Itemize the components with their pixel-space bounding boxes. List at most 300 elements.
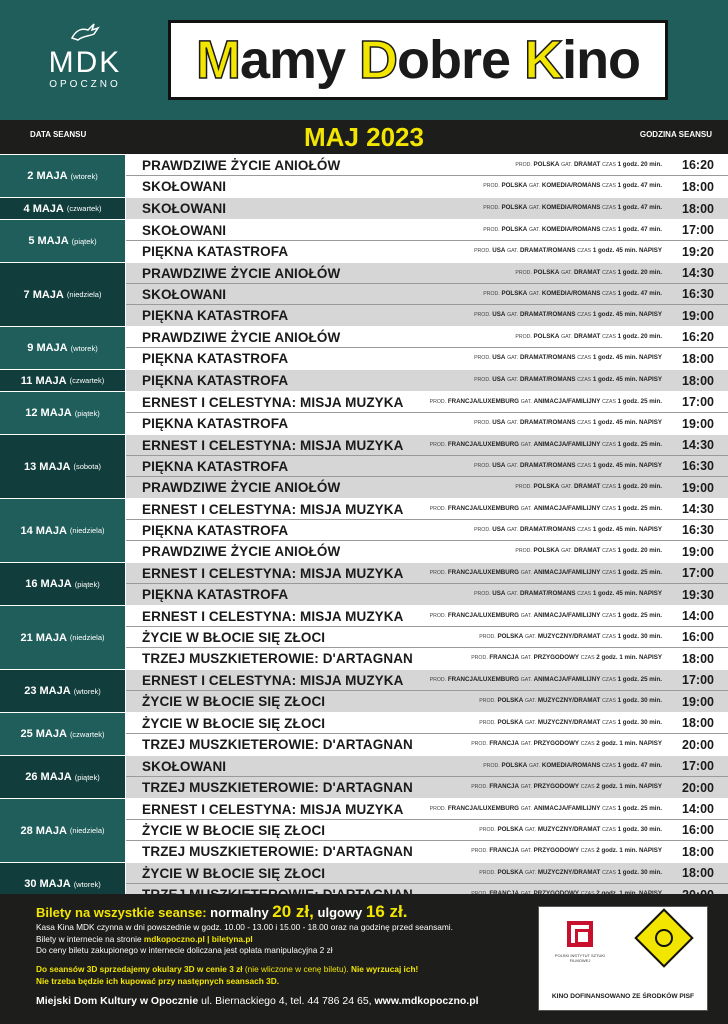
day-date: 12 MAJA — [25, 407, 72, 419]
time-column-label: GODZINA SEANSU — [639, 130, 712, 139]
info-key: CZAS — [577, 355, 592, 362]
movie-info — [403, 398, 678, 407]
screening-row — [126, 435, 728, 456]
movie-info — [340, 333, 678, 342]
day-date: 25 MAJA — [20, 728, 67, 740]
movie-title: ŻYCIE W BŁOCIE SIĘ ZŁOCI — [142, 629, 326, 645]
screening-time: 18:00 — [682, 651, 714, 666]
screening-time: 17:00 — [682, 223, 714, 237]
info-key: CZAS — [602, 548, 616, 555]
info-key: GAT. — [520, 805, 532, 812]
screening-time: 14:30 — [682, 266, 714, 280]
info-value: FRANCJA/LUXEMBURG — [447, 675, 519, 683]
info-key: CZAS — [602, 290, 616, 297]
day-date: 16 MAJA — [25, 578, 72, 590]
screening-time: 16:30 — [682, 459, 714, 473]
info-key: PROD. — [474, 312, 491, 319]
info-key: GAT. — [524, 869, 537, 876]
info-value: 1 godz. 25 min. — [617, 804, 662, 812]
info-key: CZAS — [577, 377, 592, 384]
day-cell — [0, 220, 126, 262]
day-group — [0, 262, 728, 326]
info-key: CZAS — [602, 398, 616, 405]
day-date: 28 MAJA — [20, 824, 67, 837]
info-value: POLSKA — [501, 289, 528, 297]
info-value: POLSKA — [497, 868, 524, 876]
info-key: CZAS — [580, 784, 595, 791]
info-key: GAT. — [529, 226, 541, 233]
screening-time: 16:30 — [682, 523, 714, 537]
title-letter: K — [524, 30, 563, 90]
day-cell — [0, 198, 126, 219]
screening-row — [126, 648, 728, 669]
info-value: DRAMAT — [573, 160, 601, 168]
screening-time: 18:00 — [682, 179, 714, 194]
screening-row — [126, 499, 728, 520]
day-group — [0, 498, 728, 562]
info-key: GAT. — [524, 719, 537, 726]
movie-title: PRAWDZIWE ŻYCIE ANIOŁÓW — [142, 480, 341, 495]
day-of-week: (wtorek) — [70, 171, 98, 181]
day-group — [0, 154, 728, 197]
day-of-week: (piątek) — [74, 579, 100, 589]
screening-row — [126, 327, 728, 348]
movie-title: PIĘKNA KATASTROFA — [142, 308, 289, 323]
info-key: PROD. — [479, 719, 496, 726]
info-value: PRZYGODOWY — [533, 783, 579, 791]
day-date: 21 MAJA — [20, 631, 67, 644]
info-value: PRZYGODOWY — [533, 740, 579, 748]
screening-time: 16:20 — [682, 330, 714, 344]
screening-row — [126, 691, 728, 712]
info-value: 2 godz. 1 min. — [596, 654, 638, 662]
screening-row — [126, 155, 728, 176]
info-key: CZAS — [580, 741, 595, 748]
address — [36, 995, 479, 1007]
info-value: FRANCJA — [489, 847, 519, 855]
movie-title: ERNEST I CELESTYNA: MISJA MUZYKA — [142, 437, 404, 453]
info-key: GAT. — [520, 441, 532, 448]
info-key: GAT. — [524, 698, 537, 705]
movie-title: PIĘKNA KATASTROFA — [142, 458, 289, 474]
info-value: PRZYGODOWY — [533, 847, 579, 855]
info-value: NAPISY — [638, 590, 662, 598]
month-bar — [0, 120, 728, 154]
info-key: CZAS — [602, 183, 616, 190]
glasses-text-4: Nie trzeba będzie ich kupować przy następnych seansach 3D. — [36, 975, 279, 986]
screening-row — [126, 392, 728, 413]
screening-time: 18:00 — [682, 373, 714, 388]
info-key: GAT. — [520, 741, 532, 748]
screening-row — [126, 777, 728, 798]
day-group — [0, 434, 728, 498]
info-value: POLSKA — [501, 225, 528, 233]
info-value: USA — [492, 247, 506, 255]
screening-time: 14:00 — [682, 802, 714, 816]
day-date: 30 MAJA — [24, 878, 71, 890]
info-value: KOMEDIA/ROMANS — [541, 289, 601, 297]
info-key: PROD. — [479, 698, 496, 705]
movie-info — [288, 419, 678, 428]
day-cell — [0, 155, 126, 197]
info-key: PROD. — [479, 633, 496, 640]
movie-info — [325, 719, 678, 728]
screening-time: 18:00 — [682, 716, 714, 730]
day-of-week: (czwartek) — [69, 729, 105, 739]
movie-info — [226, 204, 678, 213]
screening-time: 19:00 — [682, 308, 714, 323]
screening-time: 18:00 — [682, 201, 714, 216]
screening-time: 20:00 — [682, 737, 714, 752]
info-key: CZAS — [580, 848, 595, 855]
screening-time: 19:00 — [682, 480, 714, 495]
movie-title: PIĘKNA KATASTROFA — [142, 244, 289, 259]
info-value: FRANCJA/LUXEMBURG — [447, 397, 519, 405]
movie-info — [325, 697, 678, 706]
screening-time: 14:30 — [682, 502, 714, 516]
screening-time: 19:20 — [682, 244, 714, 259]
movie-title: PRAWDZIWE ŻYCIE ANIOŁÓW — [142, 329, 341, 345]
movie-title: PIĘKNA KATASTROFA — [142, 351, 289, 366]
info-value: KOMEDIA/ROMANS — [541, 204, 601, 212]
info-value: POLSKA — [501, 182, 528, 190]
info-key: PROD. — [471, 784, 488, 791]
movie-info — [340, 161, 678, 170]
day-group — [0, 219, 728, 262]
info-key: GAT. — [520, 784, 532, 791]
info-value: 1 godz. 45 min. — [592, 376, 638, 384]
info-value: KOMEDIA/ROMANS — [541, 225, 601, 233]
sponsor-text: KINO DOFINANSOWANO ZE ŚRODKÓW PISF — [551, 993, 695, 1000]
movie-title: ŻYCIE W BŁOCIE SIĘ ZŁOCI — [142, 715, 326, 731]
movie-title: PIĘKNA KATASTROFA — [142, 587, 289, 602]
day-cell — [0, 606, 126, 669]
day-date: 2 MAJA — [27, 170, 68, 182]
info-value: POLSKA — [533, 483, 560, 491]
info-value: 1 godz. 47 min. — [617, 289, 662, 297]
art-kino-logo-icon — [634, 908, 693, 967]
info-key: CZAS — [602, 762, 616, 769]
day-group — [0, 197, 728, 219]
movie-info — [325, 869, 678, 878]
info-value: 1 godz. 45 min. — [592, 525, 638, 533]
day-cell — [0, 563, 126, 605]
info-value: USA — [492, 376, 506, 384]
screening-time: 16:30 — [682, 287, 714, 301]
info-value: DRAMAT/ROMANS — [519, 311, 576, 319]
info-value: DRAMAT — [573, 268, 601, 276]
info-key: PROD. — [429, 569, 447, 576]
info-value: DRAMAT/ROMANS — [519, 525, 576, 533]
info-value: ANIMACJA/FAMILIJNY — [533, 675, 601, 683]
info-key: GAT. — [507, 355, 519, 362]
info-value: KOMEDIA/ROMANS — [541, 182, 601, 190]
info-key: PROD. — [515, 333, 532, 340]
movie-title: TRZEJ MUSZKIETEROWIE: D'ARTAGNAN — [142, 737, 413, 752]
info-value: DRAMAT/ROMANS — [519, 590, 576, 598]
screening-row — [126, 734, 728, 755]
date-column-label: DATA SEANSU — [30, 130, 87, 139]
movie-info — [226, 290, 678, 299]
price-reduced-label: ulgowy — [317, 905, 363, 920]
info-key: PROD. — [515, 484, 532, 491]
logo-city: OPOCZNO — [49, 79, 121, 90]
info-key: PROD. — [515, 161, 532, 168]
info-key: GAT. — [529, 205, 541, 212]
info-value: MUZYCZNY/DRAMAT — [537, 868, 601, 876]
info-value: 1 godz. 20 min. — [617, 268, 662, 276]
day-of-week: (piątek) — [74, 408, 100, 418]
movie-info — [288, 311, 678, 320]
glasses-text-2: (nie wliczone w cenę biletu). — [244, 964, 349, 974]
day-cell — [0, 713, 126, 755]
info-value: USA — [492, 419, 506, 427]
info-value: 1 godz. 20 min. — [617, 547, 662, 555]
day-date: 5 MAJA — [28, 235, 69, 247]
info-key: PROD. — [471, 741, 488, 748]
movie-title: ERNEST I CELESTYNA: MISJA MUZYKA — [142, 608, 404, 624]
info-key: PROD. — [471, 655, 488, 662]
info-value: POLSKA — [497, 632, 524, 640]
movie-title: SKOŁOWANI — [142, 179, 227, 194]
info-value: 1 godz. 47 min. — [617, 204, 662, 212]
day-date: 9 MAJA — [27, 342, 68, 354]
info-value: ANIMACJA/FAMILIJNY — [533, 611, 601, 619]
screening-time: 17:00 — [682, 759, 714, 773]
info-value: 1 godz. 30 min. — [617, 718, 662, 726]
info-key: CZAS — [602, 333, 616, 340]
day-cell — [0, 756, 126, 798]
logo-name: MDK — [48, 46, 122, 79]
movie-title: SKOŁOWANI — [142, 758, 227, 774]
screening-time: 18:00 — [682, 351, 714, 366]
movie-title: ERNEST I CELESTYNA: MISJA MUZYKA — [142, 672, 404, 688]
day-of-week: (wtorek) — [73, 879, 101, 889]
info-value: 1 godz. 47 min. — [617, 761, 662, 769]
info-value: KOMEDIA/ROMANS — [541, 761, 601, 769]
info-value: USA — [492, 354, 506, 362]
info-value: 1 godz. 20 min. — [617, 483, 662, 491]
screening-time: 19:00 — [682, 694, 714, 709]
info-key: PROD. — [483, 183, 500, 190]
info-value: 1 godz. 30 min. — [617, 632, 662, 640]
info-key: GAT. — [520, 569, 532, 576]
day-of-week: (niedziela) — [69, 826, 105, 835]
price-line — [36, 902, 408, 922]
day-group — [0, 326, 728, 369]
info-value: FRANCJA/LUXEMBURG — [447, 611, 519, 619]
price-intro: Bilety na wszystkie seanse: — [36, 905, 207, 920]
info-value: POLSKA — [533, 332, 560, 340]
movie-title: PRAWDZIWE ŻYCIE ANIOŁÓW — [142, 265, 341, 281]
info-value: NAPISY — [638, 783, 662, 791]
online-fee: Do ceny biletu zakupionego w internecie doliczana jest opłata manipulacyjna 2 zł — [36, 945, 333, 955]
info-value: DRAMAT/ROMANS — [519, 419, 576, 427]
month-title: MAJ 2023 — [304, 122, 424, 152]
pegasus-icon — [30, 20, 140, 48]
info-value: NAPISY — [638, 376, 662, 384]
info-key: PROD. — [479, 869, 496, 876]
mdk-logo — [30, 20, 140, 100]
info-value: DRAMAT — [573, 547, 601, 555]
info-value: DRAMAT/ROMANS — [519, 376, 576, 384]
movie-info — [226, 226, 678, 235]
info-value: 1 godz. 45 min. — [592, 419, 638, 427]
info-value: POLSKA — [533, 268, 560, 276]
info-key: PROD. — [474, 420, 491, 427]
info-key: CZAS — [602, 719, 616, 726]
info-key: CZAS — [602, 633, 616, 640]
schedule-table — [0, 154, 728, 905]
title-part: obre — [397, 30, 525, 90]
screening-row — [126, 456, 728, 477]
info-value: 1 godz. 25 min. — [617, 568, 662, 576]
movie-info — [288, 354, 678, 363]
online-sites: mdkopoczno.pl | biletyna.pl — [143, 933, 253, 944]
info-key: CZAS — [602, 698, 616, 705]
movie-title: PRAWDZIWE ŻYCIE ANIOŁÓW — [142, 544, 341, 559]
movie-info — [288, 376, 678, 385]
box-office-info — [36, 922, 453, 957]
info-key: CZAS — [602, 505, 616, 512]
info-key: CZAS — [602, 226, 616, 233]
screening-row — [126, 863, 728, 884]
address-web: www.mdkopoczno.pl — [374, 995, 479, 1007]
screening-row — [126, 241, 728, 262]
screening-time: 19:30 — [682, 587, 714, 602]
info-key: GAT. — [561, 333, 573, 340]
day-date: 4 MAJA — [23, 202, 64, 215]
info-value: MUZYCZNY/DRAMAT — [537, 632, 601, 640]
info-value: 1 godz. 45 min. — [592, 247, 638, 255]
info-key: PROD. — [515, 548, 532, 555]
info-value: DRAMAT/ROMANS — [519, 247, 576, 255]
info-value: 1 godz. 45 min. — [592, 311, 638, 319]
title-letter: M — [195, 30, 240, 90]
screening-row — [126, 520, 728, 541]
info-value: USA — [492, 525, 506, 533]
info-key: CZAS — [577, 591, 592, 598]
glasses-text-1: Do seansów 3D sprzedajemy okulary 3D w cenie 3 zł — [36, 964, 243, 974]
movie-title: PIĘKNA KATASTROFA — [142, 522, 289, 538]
info-value: 1 godz. 25 min. — [617, 397, 662, 405]
info-key: PROD. — [429, 676, 447, 683]
movie-title: ERNEST I CELESTYNA: MISJA MUZYKA — [142, 394, 404, 410]
info-key: PROD. — [479, 826, 496, 833]
info-key: CZAS — [577, 462, 592, 469]
info-value: 1 godz. 25 min. — [617, 675, 662, 683]
online-tickets — [36, 934, 453, 946]
info-value: FRANCJA/LUXEMBURG — [447, 504, 519, 512]
day-group — [0, 712, 728, 755]
info-value: 2 godz. 1 min. — [596, 783, 638, 791]
screening-row — [126, 198, 728, 219]
day-cell — [0, 327, 126, 369]
day-date: 23 MAJA — [24, 685, 71, 697]
poster-title — [168, 20, 668, 100]
info-key: CZAS — [577, 312, 592, 319]
screening-row — [126, 370, 728, 391]
info-key: GAT. — [529, 762, 541, 769]
movie-info — [226, 182, 678, 191]
info-key: GAT. — [529, 290, 541, 297]
info-key: GAT. — [507, 526, 519, 533]
movie-title: ŻYCIE W BŁOCIE SIĘ ZŁOCI — [142, 694, 326, 709]
movie-info — [403, 505, 678, 514]
screening-time: 18:00 — [682, 844, 714, 859]
day-of-week: (niedziela) — [69, 633, 105, 642]
info-value: FRANCJA/LUXEMBURG — [447, 804, 519, 812]
movie-title: TRZEJ MUSZKIETEROWIE: D'ARTAGNAN — [142, 651, 413, 666]
info-value: 1 godz. 25 min. — [617, 440, 662, 448]
movie-title: ERNEST I CELESTYNA: MISJA MUZYKA — [142, 565, 404, 581]
screening-row — [126, 841, 728, 862]
screening-row — [126, 263, 728, 284]
movie-info — [325, 826, 678, 835]
info-key: GAT. — [507, 312, 519, 319]
screening-row — [126, 220, 728, 241]
screening-row — [126, 627, 728, 648]
movie-info — [403, 805, 678, 814]
movie-title: SKOŁOWANI — [142, 201, 227, 216]
info-value: NAPISY — [638, 311, 662, 319]
info-value: 1 godz. 20 min. — [617, 160, 662, 168]
info-key: PROD. — [474, 462, 491, 469]
info-key: CZAS — [602, 826, 616, 833]
info-value: POLSKA — [497, 825, 524, 833]
info-key: CZAS — [577, 420, 592, 427]
info-value: FRANCJA — [489, 783, 519, 791]
day-group — [0, 798, 728, 862]
movie-info — [413, 847, 678, 856]
info-key: GAT. — [507, 248, 519, 255]
info-value: ANIMACJA/FAMILIJNY — [533, 504, 601, 512]
info-key: CZAS — [602, 205, 616, 212]
movie-info — [413, 654, 678, 663]
day-of-week: (wtorek) — [70, 343, 98, 353]
screening-time: 16:20 — [682, 158, 714, 172]
info-value: PRZYGODOWY — [533, 654, 579, 662]
info-key: GAT. — [520, 398, 532, 405]
info-value: 2 godz. 1 min. — [596, 847, 638, 855]
movie-info — [413, 783, 678, 792]
info-key: PROD. — [471, 848, 488, 855]
info-key: GAT. — [561, 269, 573, 276]
movie-info — [403, 612, 678, 621]
screening-row — [126, 606, 728, 627]
info-key: CZAS — [602, 805, 616, 812]
day-date: 26 MAJA — [25, 771, 72, 783]
footer — [0, 894, 728, 1024]
screening-time: 16:00 — [682, 630, 714, 644]
info-value: FRANCJA — [489, 654, 519, 662]
movie-info — [340, 483, 678, 492]
info-value: USA — [492, 311, 506, 319]
title-part: amy — [239, 30, 360, 90]
screening-time: 17:00 — [682, 566, 714, 580]
info-value: NAPISY — [638, 525, 662, 533]
movie-info — [403, 569, 678, 578]
screening-row — [126, 348, 728, 369]
info-key: GAT. — [507, 377, 519, 384]
movie-title: ERNEST I CELESTYNA: MISJA MUZYKA — [142, 801, 404, 817]
screening-row — [126, 305, 728, 326]
info-key: GAT. — [520, 505, 532, 512]
info-value: POLSKA — [533, 160, 560, 168]
screening-row — [126, 477, 728, 498]
info-value: POLSKA — [497, 718, 524, 726]
info-value: NAPISY — [638, 419, 662, 427]
